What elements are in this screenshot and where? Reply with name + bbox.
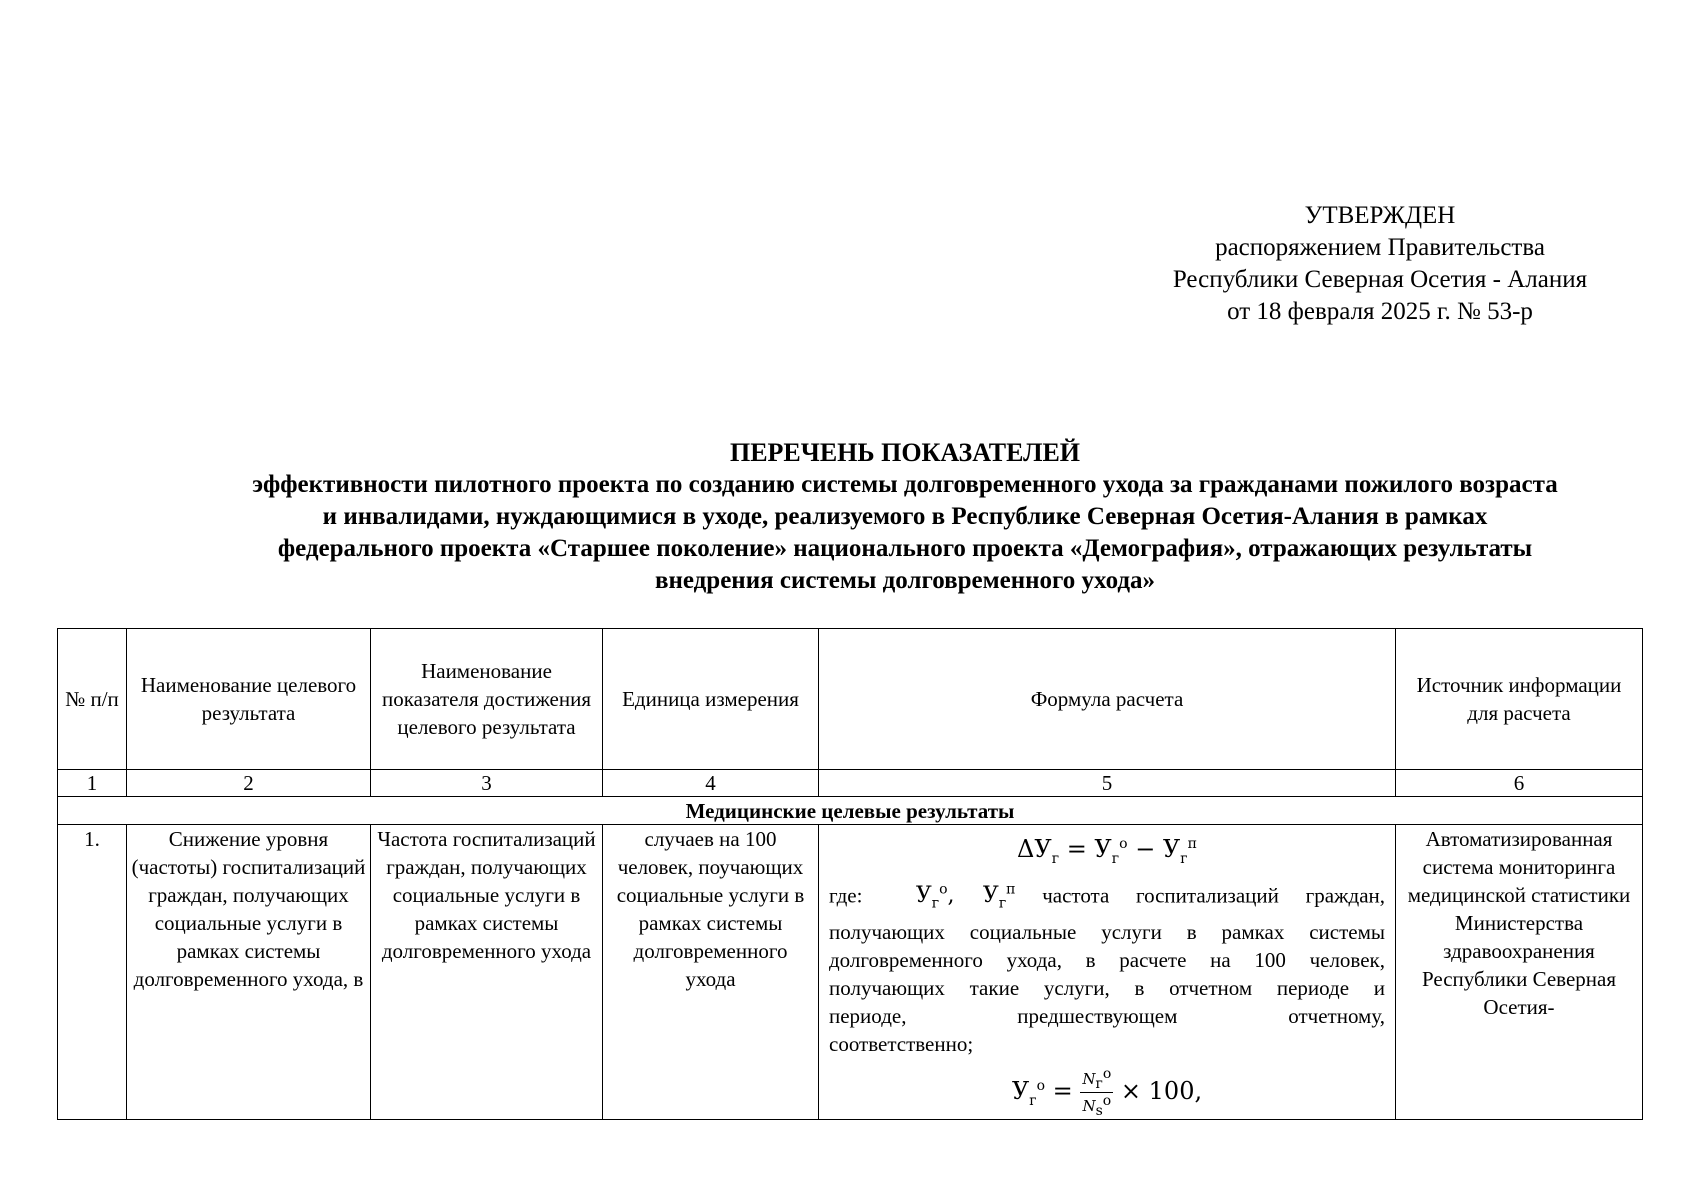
column-number-row	[58, 770, 1643, 797]
header-unit: Единица измерения	[603, 629, 819, 770]
formula-desc-line-1: частота госпитализаций граждан,	[1042, 883, 1386, 908]
formula-delta: $\Delta У_г = У_г^о - У_г^п$	[1017, 835, 1197, 867]
formula-desc-line-2: получающих социальные услуги в рамках системы	[829, 919, 1385, 944]
formula-description: где: $У_г^о$, $У_г^п$ частота госпитализаций граждан, получающих социальные услуги в рамках системы долговременного ухода, в расчете на 100 человек, получающих такие услуги, в отчетном периоде и периоде, предшествующем отчетному, соответственно;	[829, 881, 1386, 1056]
title-sub-4: внедрения системы долговременного ухода»	[654, 567, 1155, 594]
column-number: 4	[603, 770, 819, 797]
column-number: 5	[819, 770, 1396, 797]
section-row	[58, 797, 1643, 825]
section-title: Медицинские целевые результаты	[58, 797, 1643, 825]
header-indicator-name: Наименование показателя достижения целевого результата	[371, 629, 603, 770]
column-number: 2	[127, 770, 371, 797]
row-target-result: Снижение уровня (частоты) госпитализаций граждан, получающих социальные услуги в рамках системы долговременного ухода, в	[127, 825, 371, 1120]
formula-desc-line-4: получающих такие услуги, в отчетном периоде и	[829, 975, 1385, 1000]
formula-desc-line-6: соответственно;	[829, 1031, 974, 1056]
title-sub-1: эффективности пилотного проекта по созданию системы долговременного ухода за гражданами пожилого возраста	[252, 471, 1558, 498]
approval-line-1: УТВЕРЖДЕН	[1304, 202, 1456, 229]
header-number: № п/п	[58, 629, 127, 770]
formula-times-100: × 100,	[1120, 1076, 1203, 1105]
title-main: ПЕРЕЧЕНЬ ПОКАЗАТЕЛЕЙ	[729, 438, 1081, 467]
formula-desc-line-3: долговременного ухода, в расчете на 100 человек,	[829, 947, 1385, 972]
formula-desc-line-5: периоде, предшествующем отчетному,	[829, 1003, 1385, 1028]
column-number: 6	[1396, 770, 1643, 797]
approval-line-3: Республики Северная Осетия - Алания	[1172, 266, 1588, 293]
row-source: Автоматизированная система мониторинга медицинской статистики Министерства здравоохранения Республики Северная Осетия-	[1396, 825, 1643, 1120]
table-row	[58, 825, 1643, 1120]
formula-fraction: $\frac{N_г^о}{N_s^о}$	[1082, 1065, 1112, 1119]
header-source: Источник информации для расчета	[1396, 629, 1643, 770]
header-target-result: Наименование целевого результата	[127, 629, 371, 770]
column-number: 3	[371, 770, 603, 797]
indicators-table	[57, 628, 1643, 1120]
formula-rate: $У_г^о$ = $\frac{N_г^о}{N_s^о}$ × 100,	[1011, 1065, 1203, 1119]
formula-delta-symbol: ΔУ	[1017, 835, 1052, 863]
document-title	[170, 437, 1640, 597]
approval-line-4: от 18 февраля 2025 г. № 53-р	[1227, 298, 1533, 325]
title-sub-3: федерального проекта «Старшее поколение» национального проекта «Демография», отражающих результаты	[277, 535, 1533, 562]
row-number: 1.	[58, 825, 127, 1120]
row-formula	[819, 825, 1396, 1120]
table-header-row	[58, 629, 1643, 770]
formula-where: где:	[829, 883, 863, 908]
approval-stamp	[1130, 200, 1630, 328]
header-formula: Формула расчета	[819, 629, 1396, 770]
row-unit: случаев на 100 человек, поучающих социальные услуги в рамках системы долговременного ухода	[603, 825, 819, 1120]
approval-line-2: распоряжением Правительства	[1215, 234, 1545, 261]
row-indicator-name: Частота госпитализаций граждан, получающих социальные услуги в рамках системы долговременного ухода	[371, 825, 603, 1120]
column-number: 1	[58, 770, 127, 797]
title-sub-2: и инвалидами, нуждающимися в уходе, реализуемого в Республике Северная Осетия-Алания в рамках	[322, 503, 1488, 530]
